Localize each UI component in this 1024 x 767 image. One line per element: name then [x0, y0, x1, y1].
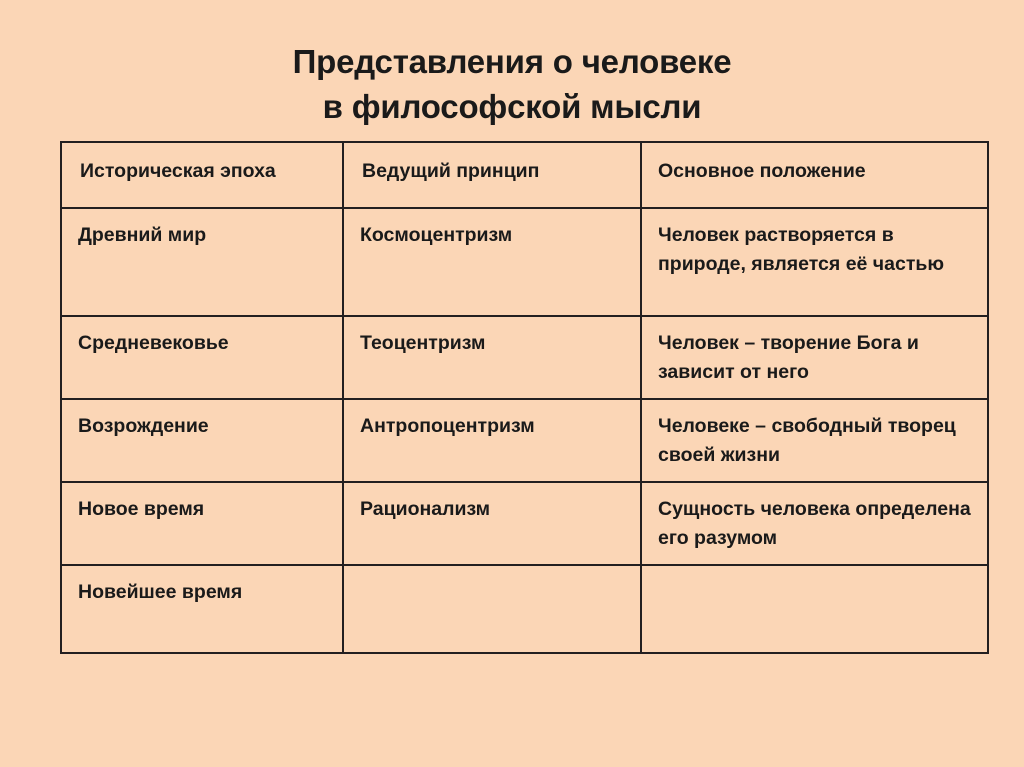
cell-era: Древний мир — [61, 208, 343, 316]
column-header-era: Историческая эпоха — [61, 142, 343, 208]
table-row — [61, 208, 988, 316]
table-row — [61, 565, 988, 653]
page-title-line-1: Представления о человеке — [292, 43, 732, 81]
philosophy-table-container — [60, 141, 987, 654]
cell-era: Средневековье — [61, 316, 343, 399]
table-body — [61, 208, 988, 653]
cell-principle-empty — [343, 565, 641, 653]
table-row — [61, 399, 988, 482]
cell-era: Новое время — [61, 482, 343, 565]
cell-statement: Сущность человека определена его разумом — [641, 482, 988, 565]
cell-principle: Антропоцентризм — [343, 399, 641, 482]
cell-principle: Рационализм — [343, 482, 641, 565]
page-title-line-2: в философской мысли — [322, 87, 702, 125]
page-title — [0, 40, 1024, 129]
cell-era: Новейшее время — [61, 565, 343, 653]
table-row — [61, 316, 988, 399]
cell-statement: Человек растворяется в природе, является её частью — [641, 208, 988, 316]
column-header-statement: Основное положение — [641, 142, 988, 208]
cell-statement: Человеке – свободный творец своей жизни — [641, 399, 988, 482]
cell-statement-empty — [641, 565, 988, 653]
cell-era: Возрождение — [61, 399, 343, 482]
cell-statement: Человек – творение Бога и зависит от него — [641, 316, 988, 399]
cell-principle: Космоцентризм — [343, 208, 641, 316]
column-header-principle: Ведущий принцип — [343, 142, 641, 208]
cell-principle: Теоцентризм — [343, 316, 641, 399]
table-header — [61, 142, 988, 208]
table-row — [61, 482, 988, 565]
table-header-row — [61, 142, 988, 208]
philosophy-table — [60, 141, 989, 654]
